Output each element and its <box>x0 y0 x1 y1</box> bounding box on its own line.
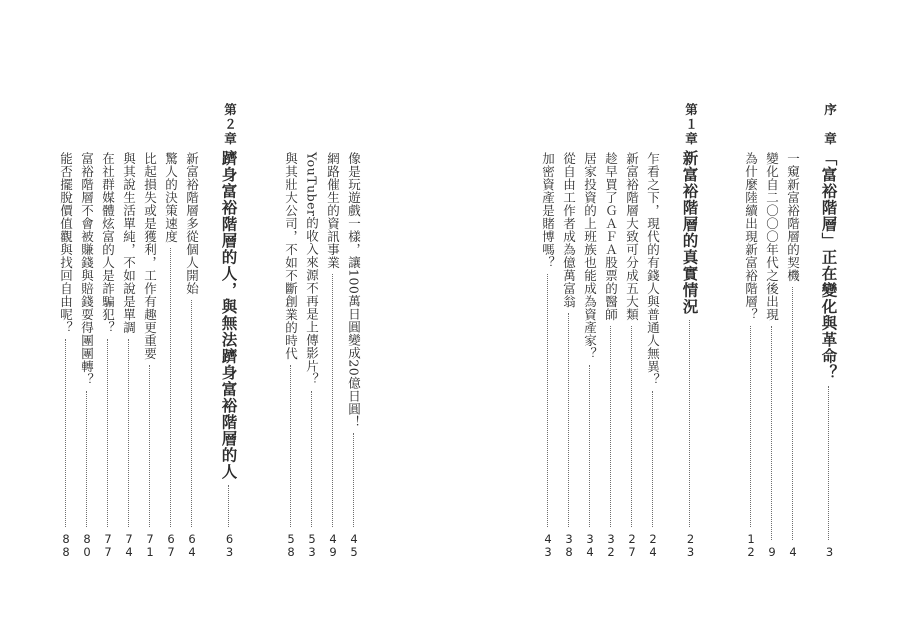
toc-entry[interactable]: 與其壯大公司，不如不斷創業的時代 58 <box>283 152 299 558</box>
prologue-label: 序 章 <box>822 103 838 147</box>
toc-entry[interactable]: 富裕階層不會被賺錢與賠錢耍得團團轉？ 80 <box>79 152 95 558</box>
dot-leader <box>191 300 192 527</box>
dot-leader <box>610 326 611 527</box>
toc-entry[interactable]: YouTuber的收入來源不再是上傳影片？ 53 <box>304 152 320 558</box>
toc-entry[interactable]: 在社群媒體炫富的人是詐騙犯？ 77 <box>100 152 116 558</box>
toc-entry[interactable]: 趁早買了ＧＡＦＡ股票的醫師 32 <box>603 152 619 558</box>
dot-leader <box>353 433 354 527</box>
chapter1-label: 第１章 <box>683 103 699 147</box>
toc-entry[interactable]: 新富裕階層多從個人開始 64 <box>184 152 200 558</box>
dot-leader <box>547 274 548 527</box>
dot-leader <box>311 391 312 527</box>
toc-entry[interactable]: 新富裕階層大致可分成五大類 27 <box>624 152 640 558</box>
toc-entry[interactable]: 比起損失或是獲利，工作有趣更重要 71 <box>142 152 158 558</box>
dot-leader <box>65 339 66 527</box>
dot-leader <box>86 391 87 527</box>
toc-entry[interactable]: 像是玩遊戲一樣，讓100萬日圓變成20億日圓！ 45 <box>346 152 362 558</box>
dot-leader <box>689 320 690 527</box>
toc-entry[interactable]: 驚人的決策速度 67 <box>163 152 179 558</box>
toc-entry[interactable]: 變化自二〇〇〇年代之後出現 9 <box>764 152 780 558</box>
toc-entry[interactable]: 網路催生的資訊事業 49 <box>325 152 341 558</box>
dot-leader <box>107 339 108 527</box>
toc-entry[interactable]: 加密資產是賭博嗎？ 43 <box>540 152 556 558</box>
page-number: 3 <box>822 545 837 558</box>
dot-leader <box>589 365 590 527</box>
dot-leader <box>170 248 171 527</box>
dot-leader <box>290 365 291 527</box>
chapter1-title: 新富裕階層的真實情況 <box>680 150 700 315</box>
toc-entry[interactable]: 一窺新富裕階層的契機 4 <box>785 152 801 558</box>
chapter2-title-entry[interactable]: 躋身富裕階層的人，與無法躋身富裕階層的人 63 <box>219 150 239 558</box>
toc-entry[interactable]: 與其說生活單純，不如說是單調 74 <box>121 152 137 558</box>
dot-leader <box>771 326 772 540</box>
dot-leader <box>631 326 632 527</box>
chapter2-label: 第２章 <box>222 103 238 147</box>
toc-entry[interactable]: 能否擺脫價值觀與找回自由呢？ 88 <box>58 152 74 558</box>
toc-entry[interactable]: 乍看之下，現代的有錢人與普通人無異？ 24 <box>645 152 661 558</box>
dot-leader <box>568 313 569 527</box>
dot-leader <box>149 365 150 527</box>
chapter1-title-entry[interactable]: 新富裕階層的真實情況 23 <box>680 150 700 558</box>
dot-leader <box>228 485 229 527</box>
dot-leader <box>332 274 333 527</box>
toc-entry[interactable]: 從自由工作者成為億萬富翁 38 <box>561 152 577 558</box>
prologue-title: 「富裕階層」正在變化與革命？ <box>819 150 839 381</box>
toc-entry[interactable]: 居家投資的上班族也能成為資產家？ 34 <box>582 152 598 558</box>
toc-entry[interactable]: 為什麼陸續出現新富裕階層？ 12 <box>743 152 759 558</box>
dot-leader <box>128 339 129 527</box>
dot-leader <box>828 386 829 540</box>
chapter2-title: 躋身富裕階層的人，與無法躋身富裕階層的人 <box>219 150 239 480</box>
dot-leader <box>652 391 653 527</box>
dot-leader <box>792 287 793 540</box>
prologue-title-entry[interactable] <box>821 150 837 558</box>
dot-leader <box>750 326 751 527</box>
